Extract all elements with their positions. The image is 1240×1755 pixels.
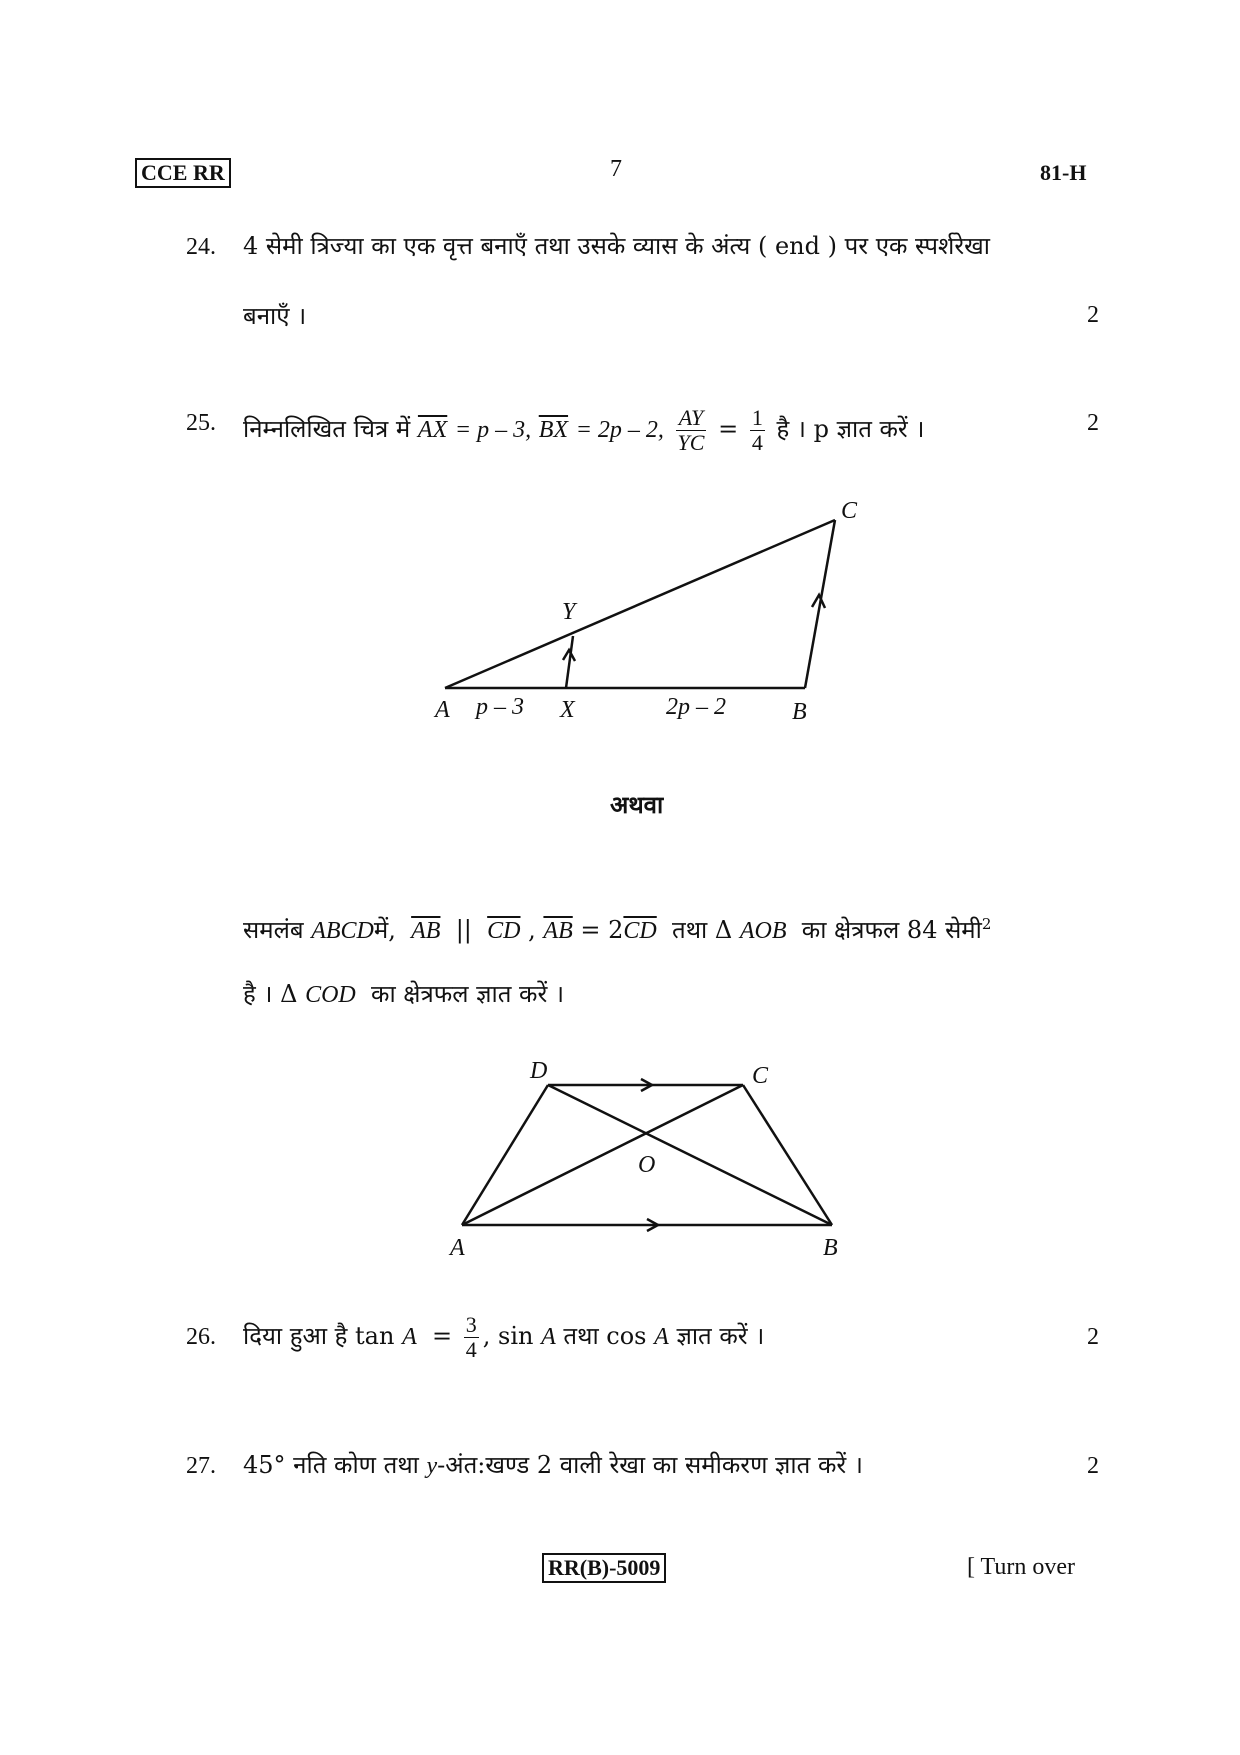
q25-alt-text-d: तथा Δ bbox=[672, 916, 733, 944]
q26-fraction-denominator: 4 bbox=[465, 1337, 477, 1362]
label-y: Y bbox=[562, 599, 576, 625]
q25-eq-3: = bbox=[718, 415, 739, 443]
q25-alt-line-1 bbox=[243, 908, 991, 947]
q26-statement bbox=[243, 1313, 764, 1362]
q25-alt-text-c: में, bbox=[373, 916, 396, 944]
q25-alt-parallel: || bbox=[455, 916, 472, 944]
label-a: A bbox=[450, 1235, 465, 1261]
q25-alt-trapezium-figure bbox=[420, 1050, 880, 1275]
q25-alt-comma: , bbox=[528, 916, 536, 944]
question-number-26: 26. bbox=[186, 1324, 216, 1350]
label-c: C bbox=[752, 1063, 769, 1089]
q25-alt-seg-cd: $\overline{CD}$ bbox=[487, 918, 521, 944]
q26-text-c: तथा cos bbox=[563, 1322, 647, 1350]
q26-fraction bbox=[464, 1313, 479, 1362]
q24-line-1: 4 सेमी त्रिज्या का एक वृत्त बनाएँ तथा उसके व्यास के अंत्य ( end ) पर एक स्पर्शरेखा bbox=[243, 232, 990, 260]
q24-marks: 2 bbox=[1087, 302, 1099, 328]
q27-statement bbox=[243, 1449, 863, 1482]
q25-ratio-one-fourth bbox=[750, 406, 765, 455]
label-b: B bbox=[792, 699, 807, 725]
q25-fraction-numerator: 1 bbox=[751, 405, 763, 430]
q26-var-c: A bbox=[654, 1324, 669, 1350]
q25-triangle-figure bbox=[420, 495, 880, 735]
q25-alt-cod: COD bbox=[305, 982, 356, 1008]
label-c: C bbox=[841, 498, 858, 524]
q25-ratio-ay-yc bbox=[676, 406, 707, 455]
q25-ratio-numerator: AY bbox=[676, 406, 707, 431]
label-o: O bbox=[638, 1152, 656, 1178]
question-number-24: 24. bbox=[186, 234, 216, 260]
q26-fraction-numerator: 3 bbox=[465, 1312, 477, 1337]
q26-var-b: A bbox=[541, 1324, 556, 1350]
q25-statement bbox=[243, 406, 924, 455]
q25-alt-text-e: का क्षेत्रफल 84 सेमी bbox=[801, 916, 982, 944]
label-xb-length: 2p – 2 bbox=[666, 694, 726, 720]
q25-alt-eq: = 2 bbox=[580, 916, 624, 944]
q25-alt-aob: AOB bbox=[739, 918, 787, 944]
q27-text-a: 45° नति कोण तथा bbox=[243, 1451, 419, 1479]
q26-marks: 2 bbox=[1087, 1324, 1099, 1350]
q25-eq-2: = 2p – 2, bbox=[575, 417, 664, 443]
header-subject-code: 81-H bbox=[1040, 160, 1087, 185]
or-separator: अथवा bbox=[610, 790, 664, 819]
q27-var-y: y bbox=[426, 1453, 438, 1479]
page-number: 7 bbox=[610, 156, 622, 182]
turn-over-note: [ Turn over bbox=[967, 1554, 1076, 1580]
q27-marks: 2 bbox=[1087, 1453, 1099, 1479]
segment-xy bbox=[566, 636, 573, 688]
q25-fraction-denominator: 4 bbox=[751, 430, 763, 455]
q25-alt-text-a: समलंब bbox=[243, 916, 304, 944]
side-bc bbox=[805, 520, 835, 688]
q26-text-a: दिया हुआ है tan bbox=[243, 1322, 395, 1350]
side-ac bbox=[445, 520, 835, 688]
q25-alt-line2-a: है । Δ bbox=[243, 980, 298, 1008]
q25-segment-bx: $\overline{BX}$ bbox=[538, 417, 569, 443]
footer-paper-code-box: RR(B)-5009 bbox=[542, 1553, 666, 1583]
q26-text-b: , sin bbox=[482, 1322, 534, 1350]
q25-alt-line-2 bbox=[243, 978, 564, 1011]
q25-alt-seg-cd-2: $\overline{CD}$ bbox=[623, 918, 657, 944]
q25-alt-superscript: 2 bbox=[981, 915, 992, 933]
q25-ratio-denominator: YC bbox=[677, 430, 705, 455]
q25-intro: निम्नलिखित चित्र में bbox=[243, 415, 411, 443]
q26-eq: = bbox=[432, 1322, 453, 1350]
q25-alt-seg-ab-2: $\overline{AB}$ bbox=[543, 918, 573, 944]
q27-text-b: -अंत:खण्ड 2 वाली रेखा का समीकरण ज्ञात करें । bbox=[437, 1451, 863, 1479]
question-number-27: 27. bbox=[186, 1453, 216, 1479]
q25-eq-1: = p – 3, bbox=[454, 417, 532, 443]
question-number-25: 25. bbox=[186, 410, 216, 436]
diagonal-bd bbox=[548, 1085, 832, 1225]
label-b: B bbox=[823, 1235, 838, 1261]
label-d: D bbox=[530, 1058, 548, 1084]
q25-alt-line2-c: का क्षेत्रफल ज्ञात करें । bbox=[371, 980, 565, 1008]
q25-alt-abcd: ABCD bbox=[311, 918, 374, 944]
q26-text-d: ज्ञात करें । bbox=[676, 1322, 765, 1350]
q25-segment-ax: $\overline{AX}$ bbox=[417, 417, 448, 443]
label-ax-length: p – 3 bbox=[476, 694, 524, 720]
header-paper-code-box: CCE RR bbox=[135, 158, 231, 188]
label-x: X bbox=[560, 697, 575, 723]
q25-tail: है । p ज्ञात करें । bbox=[776, 415, 925, 443]
q26-var-a: A bbox=[402, 1324, 417, 1350]
q25-marks: 2 bbox=[1087, 410, 1099, 436]
label-a: A bbox=[435, 697, 450, 723]
q25-alt-seg-ab: $\overline{AB}$ bbox=[411, 918, 441, 944]
q24-line-2: बनाएँ । bbox=[243, 302, 307, 330]
